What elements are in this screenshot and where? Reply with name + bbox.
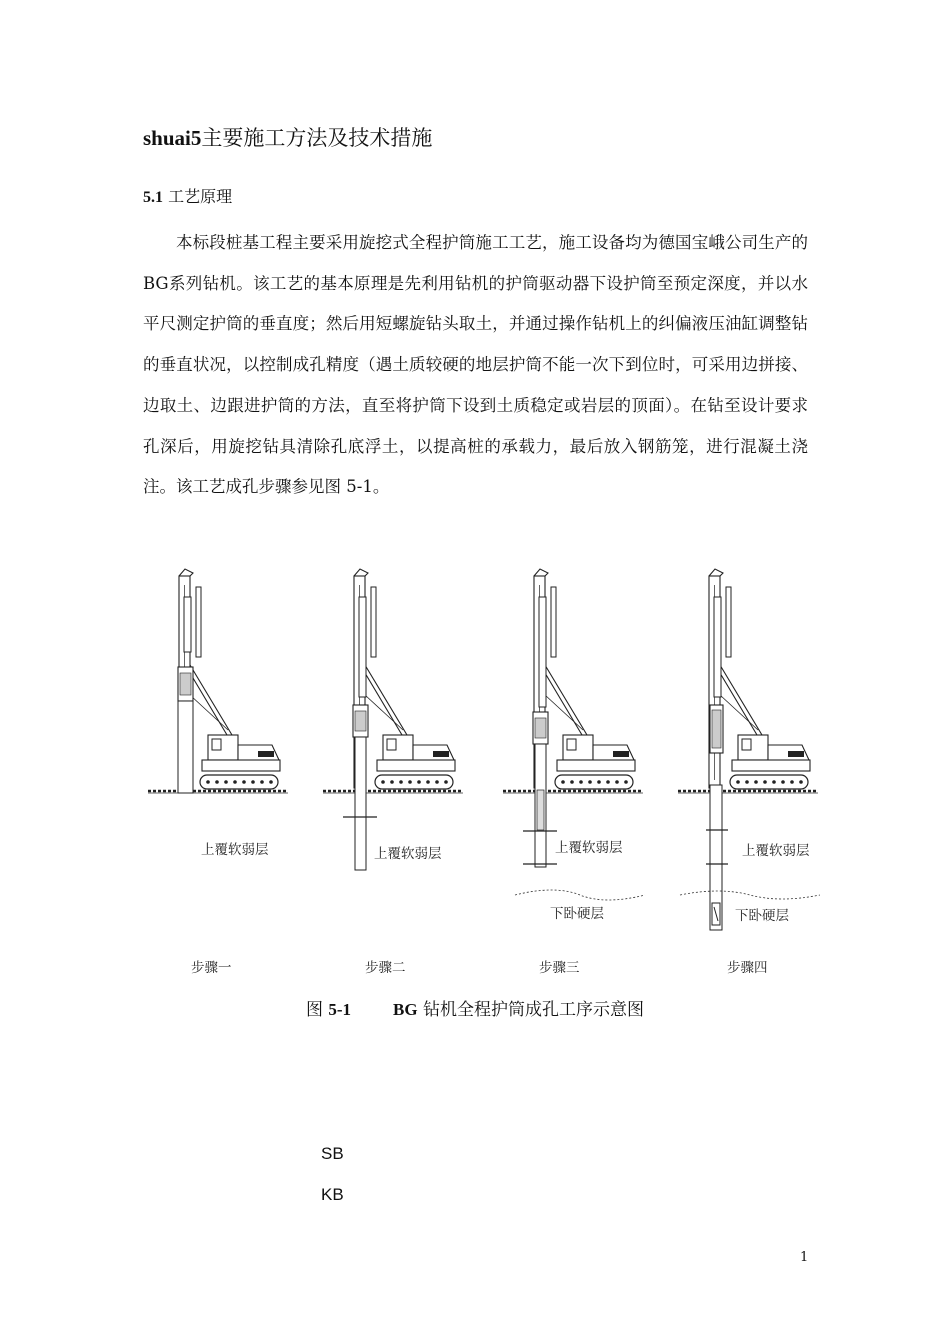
rig-step-4 bbox=[678, 569, 820, 930]
figure-caption bbox=[0, 995, 950, 1020]
step-label-3: 步骤三 bbox=[539, 960, 580, 976]
body-paragraph: 本标段桩基工程主要采用旋挖式全程护筒施工工艺，施工设备均为德国宝峨公司生产的BG系列钻机。该工艺的基本原理是先利用钻机的护筒驱动器下设护筒至预定深度，并以水平尺测定护筒的垂直度；然后用短螺旋钻头取土，并通过操作钻机上的纠偏液压油缸调整钻的垂直状况，以控制成孔精度（遇土质较硬的地层护筒不能一次下到位时，可采用边拼接、边取土、边跟进护筒的方法，直至将护筒下设到土质稳定或岩层的顶面）。在钻至设计要求孔深后，用旋挖钻具清除孔底浮土，以提高桩的承载力，最后放入钢筋笼，进行混凝土浇注。该工艺成孔步骤参见图 5-1。 bbox=[143, 233, 808, 497]
soft-layer-label-2: 上覆软弱层 bbox=[374, 846, 442, 862]
soft-layer-label-4: 上覆软弱层 bbox=[742, 843, 810, 859]
drilling-steps-figure bbox=[140, 565, 820, 985]
step-label-1: 步骤一 bbox=[191, 960, 232, 976]
hard-layer-label-3: 下卧硬层 bbox=[550, 906, 604, 922]
caption-title: 钻机全程护筒成孔工序示意图 bbox=[423, 1000, 645, 1020]
subsection-title: 工艺原理 bbox=[168, 187, 233, 206]
step-label-2: 步骤二 bbox=[365, 960, 406, 976]
rig-step-2 bbox=[323, 569, 463, 870]
soft-layer-label-1: 上覆软弱层 bbox=[201, 842, 269, 858]
extra-line-1: SB bbox=[321, 1144, 344, 1163]
soft-layer-label-3: 上覆软弱层 bbox=[555, 840, 623, 856]
caption-prefix: 图 bbox=[305, 1000, 323, 1020]
subsection-heading bbox=[143, 184, 232, 207]
heading-title: 主要施工方法及技术措施 bbox=[201, 126, 433, 150]
extra-line-2: KB bbox=[321, 1185, 344, 1204]
caption-brand: BG bbox=[393, 1000, 418, 1019]
hard-layer-label-4: 下卧硬层 bbox=[735, 908, 789, 924]
heading-prefix: shuai5 bbox=[143, 126, 202, 150]
caption-number: 5-1 bbox=[328, 1000, 352, 1019]
section-heading bbox=[143, 122, 432, 152]
step-label-4: 步骤四 bbox=[727, 960, 768, 976]
subsection-number: 5.1 bbox=[143, 189, 163, 206]
rig-step-1 bbox=[148, 569, 288, 793]
page-number: 1 bbox=[800, 1250, 809, 1265]
